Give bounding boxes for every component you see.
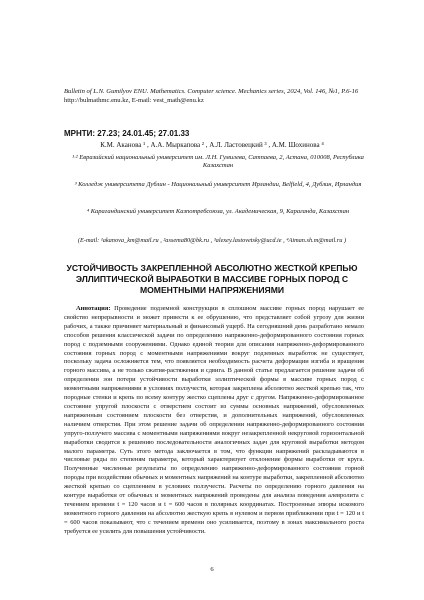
journal-header xyxy=(64,88,364,106)
affiliation-3: ⁴ Карагандинский университет Казпотребсоюза, ул. Академическая, 9, Караганда, Казахстан xyxy=(86,208,350,215)
mrnti-codes: МРНТИ: 27.23; 24.01.45; 27.01.33 xyxy=(64,129,190,138)
page-number: 6 xyxy=(210,566,214,573)
abstract xyxy=(64,305,364,537)
affiliation-1: ¹·² Евразийский национальный университет им. Л.Н. Гумилева, Сатпаева, 2, Астана, 010008, Республика Казахстан xyxy=(72,154,364,170)
abstract-text: Проведение подземной конструкции в сплошном массиве горных пород нарушает ее свойство непрерывности и может привести к ее обрушению, что представляет собой угрозу для жизни рабочих, а также причиняет материальный и финансовый ущерб. На сегодняшний день разработано немало способов решения классической задачи по определению напряженно-деформированного состояния горных пород с подземными сооружениями. Однако единой теории для описания напряженно-деформированного состояния горных пород с моментными напряжениями вокруг подземных выработок не существует, поскольку задача осложняется тем, что появляется необходимость расчета деформации изгиба и вращения горного массива, а не только сжатия-растяжения и сдвига. В данной статье предлагается решение задачи об определении зон потери устойчивости выработки эллиптической формы в массиве горных пород с моментными напряжениями в условиях ползучести, которая закреплена абсолютно жесткой крепью так, что породные стенки и крепь по всему контуру жестко сцеплены друг с другом. Напряженно-деформированное состояние упругой плоскости с отверстием состоит из суммы основных напряжений, обусловленных напряженным состоянием плоскости без отверстия, и дополнительных напряжений, обусловленных наличием отверстия. При этом решение задачи об определении напряженно-деформированного состояния упруго-ползучего массива с моментными напряжениями вокруг незакрепленной некруговой горизонтальной выработки сводится к решению последовательности аналогичных задач для круговой выработки методом малого параметра. Суть этого метода заключается в том, что функции напряжений раскладываются в числовые ряды по степеням параметра, который характеризует отклонение формы выработки от круга. Полученные численные результаты по определению напряженно-деформированного состояния горной породы при воздействии обычных и моментных напряжений на контуре выработки, закрепленной абсолютно жесткой крепью со сцеплением в условиях ползучести. Расчеты по определению горного давления на контуре выработки от обычных и моментных напряжений проведены для анализа поведения алевролита с течением времени t = 120 часов и t = 600 часов в полярных координатах. Построенные эпюры искомого моментного горного давления на абсолютно жесткую крепь в нулевом и первом приближении при t = 120 и t = 600 часов показывают, что с течением времени оно усиливается, поэтому в зонах максимального роста требуется ее усилить для повышения устойчивости. xyxy=(64,305,364,535)
journal-url[interactable]: http://bulmathmc.enu.kz, E-mail: vest_math@enu.kz xyxy=(64,96,204,104)
paper-title: УСТОЙЧИВОСТЬ ЗАКРЕПЛЕННОЙ АБСОЛЮТНО ЖЕСТКОЙ КРЕПЬЮ ЭЛЛИПТИЧЕСКОЙ ВЫРАБОТКИ В МАССИВЕ ГОРНЫХ ПОРОД С МОМЕНТНЫМИ НАПРЯЖЕНИЯМИ xyxy=(66,263,358,295)
affiliation-2: ³ Колледж университета Дублин - Национальный университет Ирландии, Belfield, 4, Дублин, Ирландия xyxy=(74,181,362,188)
abstract-label: Аннотация: xyxy=(76,305,111,312)
author-list: К.М. Аканова ¹ , А.А. Мыркапова ² , А.Л. Ластовецкий ³ , А.М. Шохинова ⁴ xyxy=(100,141,324,149)
journal-citation: Bulletin of L.N. Gumilyov ENU. Mathematics. Computer science. Mechanics series, 2024, Vol. 146, №1, P.6-16 xyxy=(64,88,359,95)
author-emails: (E-mail: ¹akanova_km@mail.ru , ²assema80@bk.ru , ³alexey.lastovetsky@ucd.ie , ⁴Aiman.sh.m@mail.ru ) xyxy=(77,237,347,244)
